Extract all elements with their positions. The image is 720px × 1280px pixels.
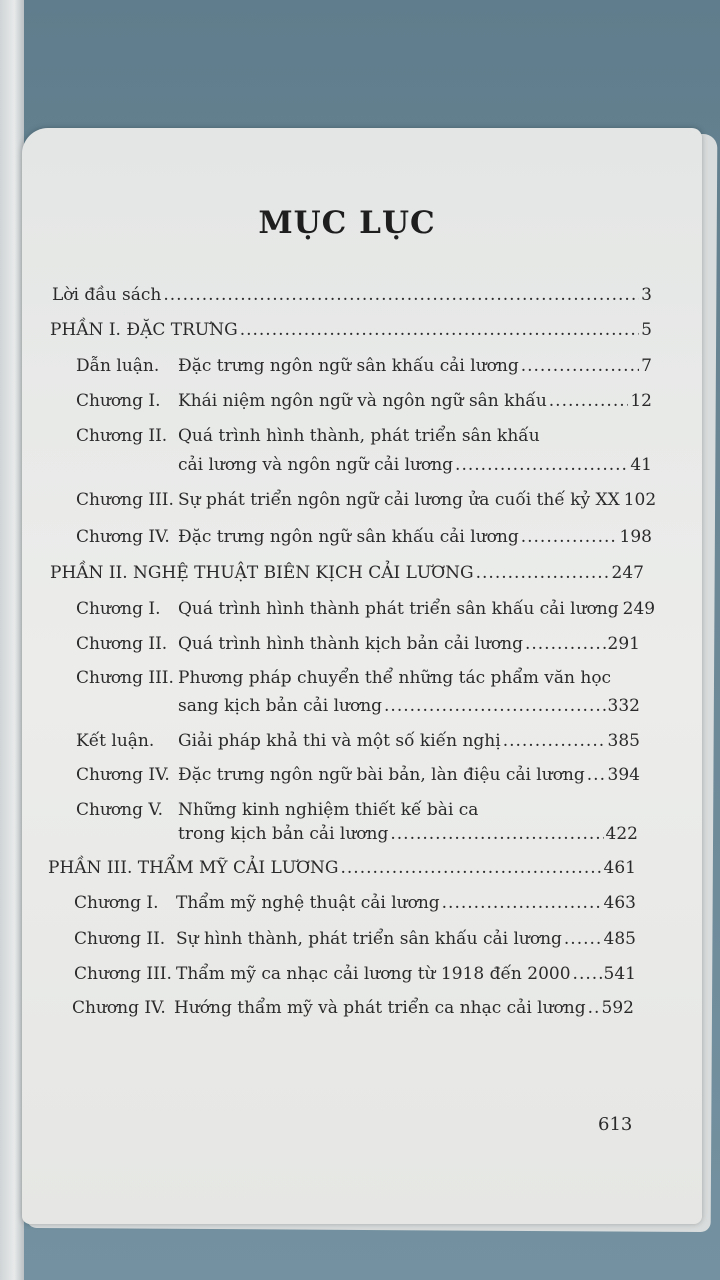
toc-part-heading: [48, 858, 636, 878]
toc-entry-label: Chương IV.: [72, 998, 166, 1018]
toc-entry-label: Chương II.: [76, 634, 168, 654]
toc-leader-dots: [340, 858, 601, 878]
toc-entry-page: 12: [630, 391, 652, 411]
toc-entry-text: Giải pháp khả thi và một số kiến nghị: [178, 731, 501, 751]
toc-entry: [76, 765, 640, 785]
toc-part-heading: [50, 320, 652, 340]
toc-entry-page: 198: [619, 527, 652, 547]
toc-entry-label: Chương III.: [74, 964, 172, 984]
toc-leader-dots: [455, 455, 628, 475]
toc-entry: [52, 285, 652, 305]
toc-entry-text: Đặc trưng ngôn ngữ sân khấu cải lương: [178, 356, 519, 376]
toc-entry-page: 592: [601, 998, 634, 1018]
book-left-page-edge: [0, 0, 24, 1280]
toc-entry-text: PHẦN I. ĐẶC TRƯNG: [50, 320, 238, 340]
toc-entry: [74, 964, 636, 984]
toc-entry: [76, 356, 652, 376]
toc-entry-page: 541: [603, 964, 636, 984]
page-number: 613: [598, 1114, 633, 1135]
toc-entry-text: Đặc trưng ngôn ngữ sân khấu cải lương: [178, 527, 519, 547]
toc-entry-label: Chương III.: [76, 490, 174, 510]
toc-entry-label: Chương II.: [76, 426, 168, 446]
toc-leader-dots: [442, 893, 602, 913]
toc-entry-label: Kết luận.: [76, 731, 155, 751]
toc-entry-label: Chương V.: [76, 800, 164, 820]
toc-entry-label: Dẫn luận.: [76, 356, 160, 376]
toc-entry: [76, 731, 640, 751]
toc-entry-continuation: [178, 824, 638, 844]
toc-leader-dots: [525, 634, 606, 654]
toc-entry: [74, 929, 636, 949]
toc-entry-text-line1: Quá trình hình thành, phát triển sân khấu: [178, 426, 540, 446]
toc-entry-text: Đặc trưng ngôn ngữ bài bản, làn điệu cải lương: [178, 765, 585, 785]
toc-leader-dots: [588, 998, 600, 1018]
toc-entry-text: Hướng thẩm mỹ và phát triển ca nhạc cải lương: [174, 998, 586, 1018]
toc-entry-continuation: [178, 696, 640, 716]
toc-entry-page: 422: [605, 824, 638, 844]
toc-leader-dots: [163, 285, 639, 305]
toc-entry-label: Chương I.: [76, 599, 161, 619]
toc-leader-dots: [384, 696, 606, 716]
toc-entry: [74, 893, 636, 913]
toc-entry-page: 249: [622, 599, 656, 619]
toc-leader-dots: [564, 929, 602, 949]
toc-leader-dots: [573, 964, 602, 984]
toc-entry-text: Khái niệm ngôn ngữ và ngôn ngữ sân khấu: [178, 391, 547, 411]
toc-entry-text: Thẩm mỹ ca nhạc cải lương từ 1918 đến 2000: [176, 964, 571, 984]
toc-leader-dots: [476, 563, 610, 583]
toc-entry-text-line1: Phương pháp chuyển thể những tác phẩm văn học: [178, 668, 612, 688]
toc-leader-dots: [587, 765, 606, 785]
toc-entry: [76, 634, 640, 654]
toc-leader-dots: [549, 391, 629, 411]
toc-entry: [76, 800, 640, 820]
toc-entry-text: Thẩm mỹ nghệ thuật cải lương: [176, 893, 440, 913]
toc-entry-label: Chương IV.: [76, 527, 170, 547]
toc-entry-page: 7: [641, 356, 652, 376]
toc-entry-text: PHẦN III. THẨM MỸ CẢI LƯƠNG: [48, 858, 339, 878]
toc-entry: [76, 490, 657, 510]
toc-entry: [76, 391, 652, 411]
toc-entry-page: 463: [603, 893, 636, 913]
toc-entry: [76, 426, 652, 446]
toc-leader-dots: [503, 731, 606, 751]
toc-entry-page: 102: [623, 490, 657, 510]
toc-part-heading: [50, 563, 644, 583]
toc-entry-page: 394: [607, 765, 640, 785]
toc-entry-text: Sự hình thành, phát triển sân khấu cải lương: [176, 929, 562, 949]
toc-entry-page: 461: [603, 858, 636, 878]
toc-entry: [76, 668, 640, 688]
toc-entry-text: Quá trình hình thành phát triển sân khấu cải lương: [178, 599, 619, 619]
toc-leader-dots: [521, 527, 618, 547]
toc-leader-dots: [390, 824, 603, 844]
toc-entry-page: 3: [641, 285, 652, 305]
toc-entry-label: Chương IV.: [76, 765, 170, 785]
toc-entry-text: Sự phát triển ngôn ngữ cải lương ửa cuối thế kỷ XX: [178, 490, 620, 510]
toc-entry-page: 5: [641, 320, 652, 340]
page-title: MỤC LỤC: [258, 205, 436, 241]
toc-entry-label: Chương I.: [76, 391, 161, 411]
toc-entry-continuation: [178, 455, 652, 475]
toc-entry-text-line1: Những kinh nghiệm thiết kế bài ca: [178, 800, 479, 820]
toc-entry-text: Lời đầu sách: [52, 285, 162, 305]
toc-entry-label: Chương II.: [74, 929, 166, 949]
toc-entry: [72, 998, 634, 1018]
toc-entry-label: Chương III.: [76, 668, 174, 688]
toc-leader-dots: [240, 320, 639, 340]
toc-entry-label: Chương I.: [74, 893, 159, 913]
toc-entry-text: Quá trình hình thành kịch bản cải lương: [178, 634, 523, 654]
toc-entry-text: cải lương và ngôn ngữ cải lương: [178, 455, 454, 475]
toc-entry: [76, 527, 652, 547]
toc-entry-page: 247: [611, 563, 644, 583]
toc-entry-page: 291: [607, 634, 640, 654]
toc-leader-dots: [521, 356, 639, 376]
toc-entry-text: sang kịch bản cải lương: [178, 696, 383, 716]
toc-entry: [76, 599, 656, 619]
toc-entry-page: 332: [607, 696, 640, 716]
toc-entry-text: PHẦN II. NGHỆ THUẬT BIÊN KỊCH CẢI LƯƠNG: [50, 563, 474, 583]
toc-entry-page: 485: [603, 929, 636, 949]
toc-entry-text: trong kịch bản cải lương: [178, 824, 389, 844]
toc-entry-page: 41: [630, 455, 652, 475]
toc-entry-page: 385: [607, 731, 640, 751]
